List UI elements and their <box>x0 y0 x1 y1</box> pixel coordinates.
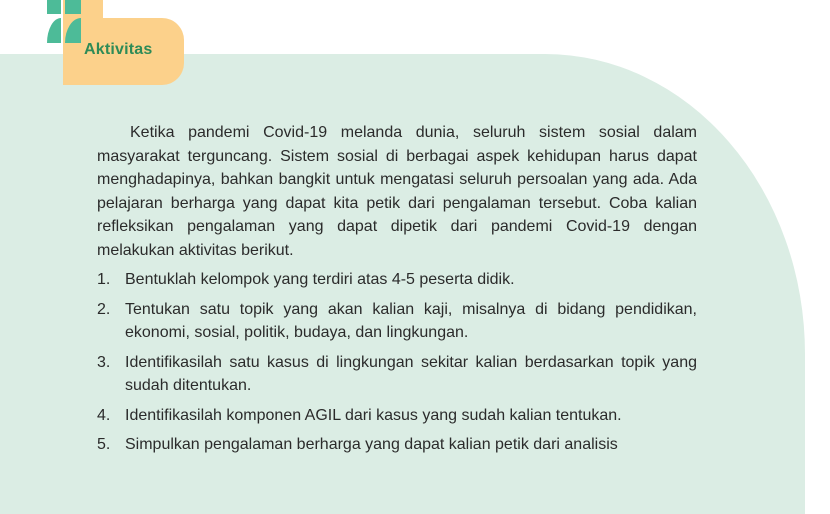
section-title: Aktivitas <box>84 41 153 58</box>
list-item <box>97 433 697 457</box>
leaf-icon <box>65 0 81 14</box>
item-text: Tentukan satu topik yang akan kalian kaji, misalnya di bidang pendidikan, ekonomi, sosial, politik, budaya, dan lingkungan. <box>125 300 697 341</box>
list-item <box>97 298 697 345</box>
item-number: 1. <box>97 271 111 288</box>
item-text: Simpulkan pengalaman berharga yang dapat kalian petik dari analisis <box>125 436 618 453</box>
item-text: Identifikasilah satu kasus di lingkungan sekitar kalian berdasarkan topik yang sudah ditentukan. <box>125 353 697 394</box>
item-text: Bentuklah kelompok yang terdiri atas 4-5 peserta didik. <box>125 271 515 288</box>
leaf-icon <box>47 0 61 14</box>
steps-list <box>97 268 697 457</box>
intro-paragraph: Ketika pandemi Covid-19 melanda dunia, seluruh sistem sosial dalam masyarakat terguncang. Sistem sosial di berbagai aspek kehidupan harus dapat menghadapinya, bahkan bangkit untuk mengatasi seluruh persoalan yang ada. Ada pelajaran berharga yang dapat kita petik dari pengalaman tersebut. Coba kalian refleksikan pengalaman yang dapat dipetik dari pandemi Covid-19 dengan melakukan aktivitas berikut. <box>97 124 697 259</box>
item-number: 4. <box>97 406 111 424</box>
list-item <box>97 404 697 428</box>
item-text: Identifikasilah komponen AGIL dari kasus yang sudah kalian tentukan. <box>125 406 622 424</box>
item-number: 3. <box>97 353 111 371</box>
activity-content <box>97 121 697 463</box>
item-number: 2. <box>97 300 111 318</box>
leaf-icon <box>47 18 61 43</box>
item-number: 5. <box>97 436 111 453</box>
list-item <box>97 351 697 398</box>
list-item <box>97 268 697 292</box>
